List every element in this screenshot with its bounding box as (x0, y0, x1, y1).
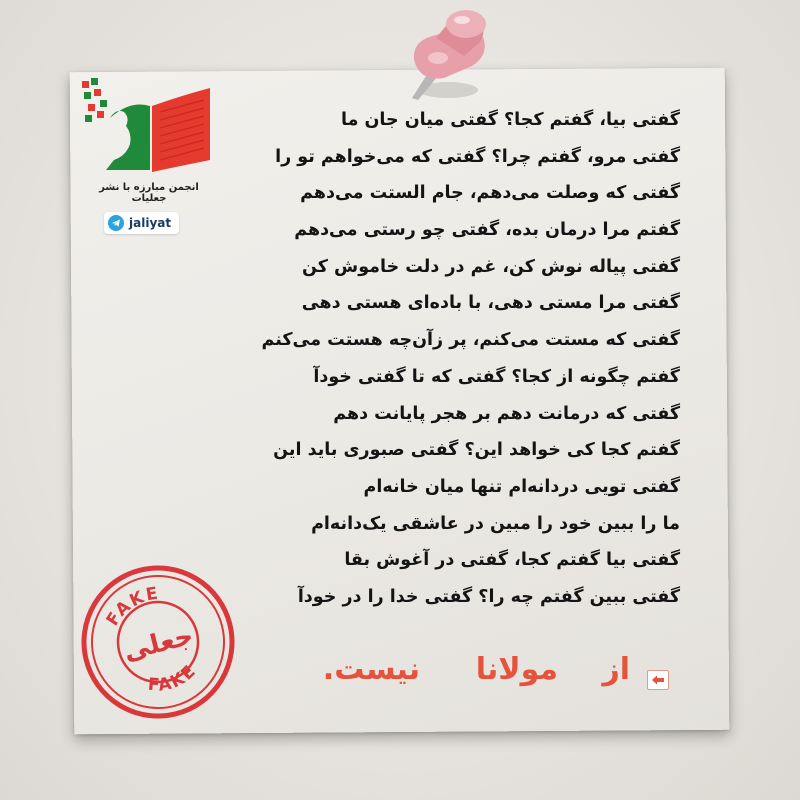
arrow-left-icon (651, 674, 665, 686)
verdict-word: از (602, 652, 630, 687)
poem-line: گفتی ببین گفتم چه را؟ گفتی خدا را در خودآ (297, 586, 680, 607)
stamp-bottom-text: FAKE (147, 660, 201, 696)
poem-line: گفتی که وصلت می‌دهم، جام الستت می‌دهم (300, 183, 680, 204)
poem-line: گفتم کجا کی خواهد این؟ گفتی صبوری باید این (273, 440, 680, 461)
svg-text:FAKE (141, 658, 203, 700)
poem-line: گفتی تویی دردانه‌ام تنها میان خانه‌ام (363, 476, 680, 497)
telegram-badge[interactable] (104, 212, 179, 234)
poem-line: گفتی که مستت می‌کنم، پر زآن‌چه هستت می‌کنم (261, 330, 680, 351)
arrow-left-button[interactable] (647, 670, 669, 690)
organization-name: انجمن مبارزه با نشر جعلیات (99, 182, 199, 204)
stamp-top-text: FAKE (102, 583, 162, 630)
push-pin-icon (392, 0, 512, 110)
poem-line: گفتی بیا، گفتم کجا؟ گفتی میان جان ما (341, 110, 680, 130)
fake-stamp (76, 560, 241, 725)
telegram-handle: jaliyat (129, 216, 172, 230)
organization-logo (80, 78, 215, 178)
poem-line: گفتم چگونه از کجا؟ گفتی که تا گفتی خودآ (313, 366, 680, 387)
poem-text (261, 102, 680, 616)
poem-line: گفتی بیا گفتم کجا، گفتی در آغوش بقا (344, 550, 680, 571)
poem-line: گفتی که درمانت دهم بر هجر پایانت دهم (333, 403, 680, 424)
verdict-word: نیست. (322, 652, 420, 687)
verdict-word: مولانا (475, 652, 558, 687)
poem-line: گفتی مرو، گفتم چرا؟ گفتی که می‌خواهم تو را (275, 146, 680, 167)
telegram-icon (108, 215, 124, 231)
verdict-text (280, 652, 630, 702)
poem-line: گفتی مرا مستی دهی، با باده‌ای هستی دهی (301, 293, 680, 314)
stamp-center-text: جعلی (120, 620, 197, 668)
poem-line: ما را ببین خود را مبین در عاشقی یک‌دانه‌ام (311, 513, 680, 534)
poem-line: گفتی پیاله نوش کن، غم در دلت خاموش کن (302, 256, 680, 277)
poem-line: گفتم مرا درمان بده، گفتی چو رستی می‌دهم (294, 220, 680, 241)
